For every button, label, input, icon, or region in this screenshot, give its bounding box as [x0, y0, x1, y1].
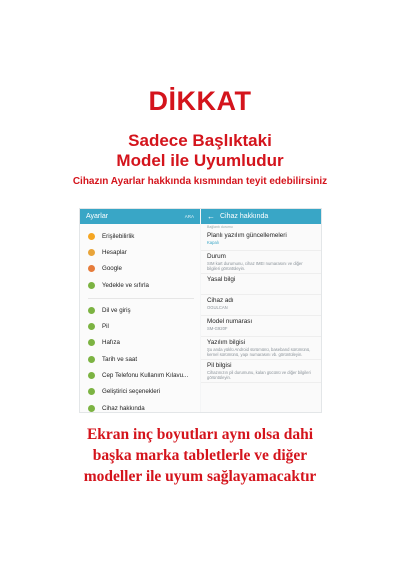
settings-item[interactable] [80, 318, 200, 334]
about-item-subtitle: SM-G920F [207, 326, 228, 331]
about-item[interactable] [201, 360, 321, 383]
about-item-subtitle: SIM kart durumunu, cihaz IMEI numarasını ve diğer bilgileri görüntüleyin. [207, 261, 303, 271]
settings-item[interactable] [80, 244, 200, 260]
about-device-header [201, 209, 321, 224]
about-item-title: Durum [207, 253, 226, 260]
about-item-subtitle: Kapalı [207, 240, 219, 245]
about-item-title: Yasal bilgi [207, 276, 236, 283]
settings-item-label: Geliştirici seçenekleri [102, 388, 161, 396]
settings-item-label: Dil ve giriş [102, 306, 131, 314]
settings-item-label: Hafıza [102, 339, 120, 347]
settings-item[interactable] [80, 261, 200, 277]
settings-item-label: Cihaz hakkında [102, 404, 145, 412]
key-icon [88, 249, 95, 256]
settings-item[interactable] [80, 351, 200, 367]
settings-screenshot [80, 209, 321, 412]
manual-icon [88, 372, 95, 379]
cut-off-item: Bağlantı durumu [207, 225, 233, 229]
accessibility-icon [88, 233, 95, 240]
clock-icon [88, 356, 95, 363]
compatibility-line-1: Sadece Başlıktaki [128, 131, 272, 150]
about-item[interactable] [201, 316, 321, 337]
language-icon [88, 307, 95, 314]
settings-list-panel [80, 209, 200, 412]
footer-line-3: modeller ile uyum sağlayamacaktır [83, 468, 317, 485]
settings-item-label: Yedekle ve sıfırla [102, 281, 149, 289]
memory-icon [88, 339, 95, 346]
footer-line-1: Ekran inç boyutları aynı olsa dahi [86, 426, 314, 443]
settings-item[interactable] [80, 302, 200, 318]
about-item-title: Planlı yazılım güncellemeleri [207, 232, 287, 239]
about-item-title: Cihaz adı [207, 297, 234, 304]
backup-icon [88, 282, 95, 289]
settings-item-label: Hesaplar [102, 248, 127, 256]
settings-header [80, 209, 200, 224]
settings-item-label: Pil [102, 323, 109, 331]
info-icon [88, 405, 95, 412]
about-item[interactable] [201, 251, 321, 274]
developer-icon [88, 388, 95, 395]
about-item[interactable] [201, 230, 321, 251]
footer-line-2: başka marka tabletlerle ve diğer [92, 447, 308, 464]
settings-item[interactable] [80, 228, 200, 244]
about-item[interactable] [201, 337, 321, 360]
about-item[interactable] [201, 295, 321, 316]
settings-item[interactable] [80, 335, 200, 351]
search-button[interactable]: ARA [184, 214, 194, 219]
settings-item-label: Erişilebilirlik [102, 232, 135, 240]
settings-title: Ayarlar [86, 213, 109, 220]
about-item[interactable] [201, 274, 321, 295]
about-item-subtitle: Şu anda yüklü Android sürümünü, baseband sürümünü, kernel sürümünü, yapı numarasını vb. görüntüleyin. [207, 347, 311, 357]
about-item-subtitle: Cihazınızın pil durumunu, kalan gücünü ve diğer bilgileri görüntüleyin. [207, 370, 311, 380]
settings-item-label: Cep Telefonu Kullanım Kılavu... [102, 372, 189, 380]
about-device-title: Cihaz hakkında [220, 213, 269, 220]
settings-item[interactable] [80, 367, 200, 383]
battery-icon [88, 323, 95, 330]
settings-item[interactable] [80, 277, 200, 293]
about-item-title: Pil bilgisi [207, 362, 232, 369]
settings-item-label: Google [102, 265, 122, 273]
settings-item[interactable] [80, 384, 200, 400]
settings-item[interactable] [80, 400, 200, 412]
about-item-title: Yazılım bilgisi [207, 339, 246, 346]
warning-heading: DİKKAT [148, 86, 252, 116]
compatibility-line-2: Model ile Uyumludur [116, 151, 284, 170]
about-item-subtitle: OGULCAN [207, 305, 228, 310]
google-icon [88, 265, 95, 272]
about-device-panel [201, 209, 321, 412]
settings-items [80, 224, 200, 412]
verification-note: Cihazın Ayarlar hakkında kısmından teyit edebilirsiniz [72, 176, 328, 187]
about-item-title: Model numarası [207, 318, 253, 325]
settings-item-label: Tarih ve saat [102, 355, 138, 363]
group-divider [88, 293, 194, 299]
about-device-items [201, 230, 321, 383]
back-arrow-icon[interactable]: ← [207, 212, 215, 221]
